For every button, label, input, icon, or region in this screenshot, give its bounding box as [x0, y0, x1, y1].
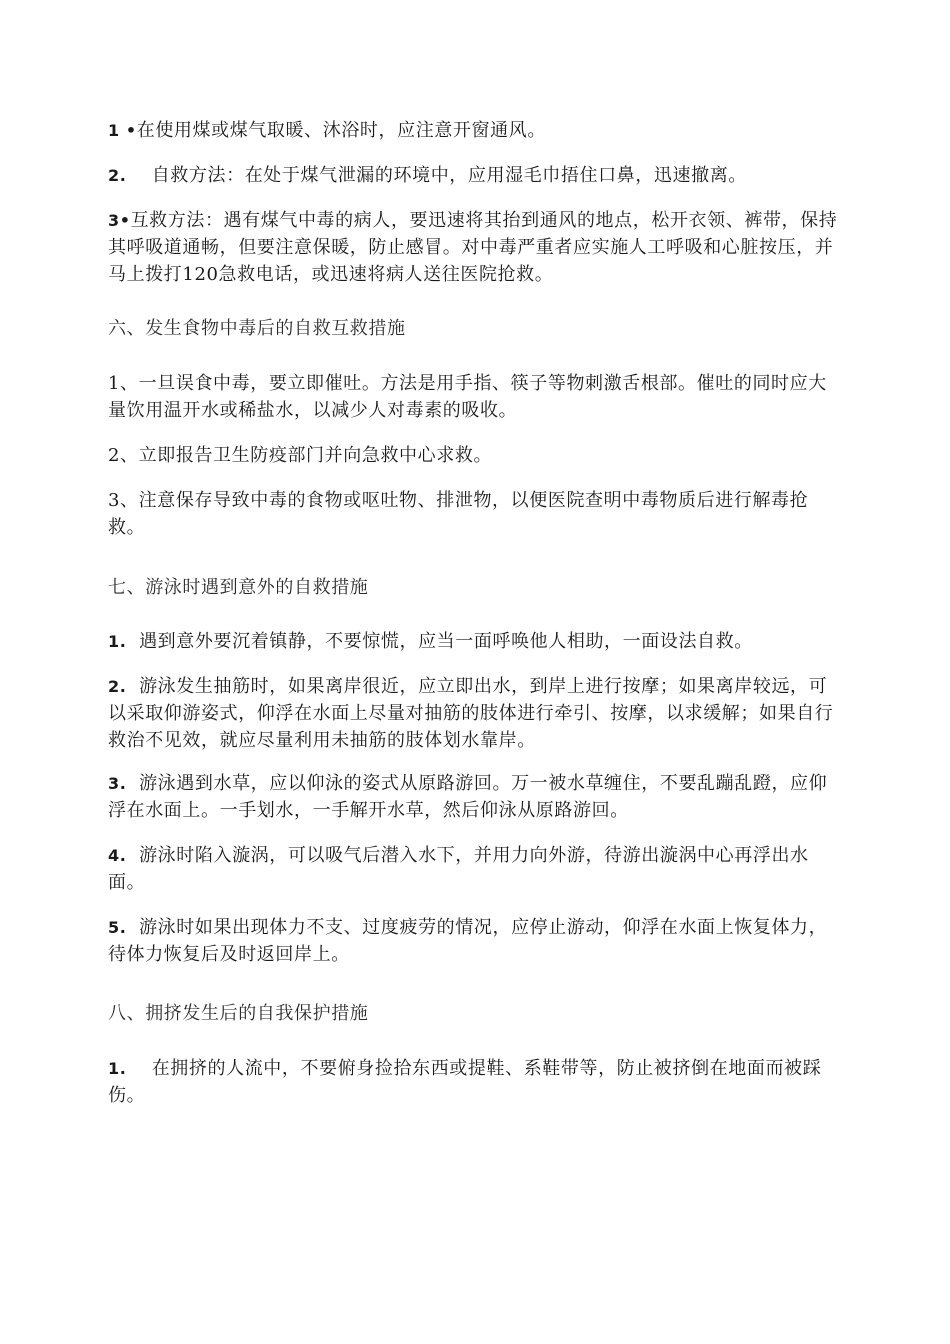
item-text: 3、注意保存导致中毒的食物或呕吐物、排泄物，以便医院查明中毒物质后进行解毒抢救。: [108, 490, 809, 538]
item-text: 在拥挤的人流中，不要俯身捡拾东西或提鞋、系鞋带等，防止被挤倒在地面而被踩伤。: [108, 1058, 822, 1106]
item-number: 1 •: [108, 121, 137, 140]
item-text: 2、立即报告卫生防疫部门并向急救中心求救。: [108, 445, 493, 466]
item-text: 游泳遇到水草，应以仰泳的姿式从原路游回。万一被水草缠住，不要乱蹦乱蹬，应仰浮在水面上。一手划水，一手解开水草，然后仰泳从原路游回。: [108, 773, 828, 821]
item-number: 1.: [108, 632, 127, 651]
section-heading-swimming: 七、游泳时遇到意外的自救措施: [108, 577, 369, 598]
item-text: 游泳发生抽筋时，如果离岸很近，应立即出水，到岸上进行按摩；如果离岸较远，可以采取仰游姿式，仰浮在水面上尽量对抽筋的肢体进行牵引、按摩，以求缓解；如果自行救治不见效，就应尽量利用未抽筋的肢体划水靠岸。: [108, 676, 834, 751]
item-text: 游泳时如果出现体力不支、过度疲劳的情况，应停止游动，仰浮在水面上恢复体力，待体力恢复后及时返回岸上。: [108, 917, 828, 965]
item-number: 1.: [108, 1059, 127, 1078]
item-number: 2.: [108, 677, 127, 696]
paragraph-food-2: [108, 442, 840, 469]
paragraph-swim-3: [108, 770, 840, 824]
paragraph-gas-2: [108, 162, 840, 189]
paragraph-swim-4: [108, 842, 840, 896]
paragraph-food-1: [108, 370, 840, 424]
section-heading-crowd: 八、拥挤发生后的自我保护措施: [108, 1003, 369, 1024]
item-text: 自救方法：在处于煤气泄漏的环境中，应用湿毛巾捂住口鼻，迅速撤离。: [126, 165, 747, 186]
item-number: 3.: [108, 774, 127, 793]
paragraph-swim-2: [108, 673, 840, 754]
paragraph-swim-5: [108, 914, 840, 968]
item-text: 遇到意外要沉着镇静，不要惊慌，应当一面呼唤他人相助，一面设法自救。: [126, 631, 753, 652]
item-text: 互救方法：遇有煤气中毒的病人，要迅速将其抬到通风的地点，松开衣领、裤带，保持其呼吸道通畅，但要注意保暖，防止感冒。对中毒严重者应实施人工呼吸和心脏按压，并马上拨打120急救电话，或迅速将病人送往医院抢救。: [108, 210, 838, 285]
paragraph-food-3: [108, 487, 840, 541]
item-text: 在使用煤或煤气取暖、沐浴时，应注意开窗通风。: [136, 120, 546, 141]
item-text: 游泳时陷入漩涡，可以吸气后潜入水下，并用力向外游，待游出漩涡中心再浮出水面。: [108, 845, 809, 893]
item-number: 2.: [108, 166, 127, 185]
paragraph-gas-3: [108, 207, 840, 288]
section-heading-food-poisoning: 六、发生食物中毒后的自救互救措施: [108, 318, 406, 339]
item-number: 4.: [108, 846, 127, 865]
paragraph-crowd-1: [108, 1055, 840, 1109]
paragraph-swim-1: [108, 628, 840, 655]
item-number: 3•: [108, 211, 131, 230]
paragraph-gas-1: [108, 117, 840, 144]
item-number: 5.: [108, 918, 127, 937]
item-text: 1、一旦误食中毒，要立即催吐。方法是用手指、筷子等物刺激舌根部。催吐的同时应大量饮用温开水或稀盐水，以减少人对毒素的吸收。: [108, 373, 827, 421]
